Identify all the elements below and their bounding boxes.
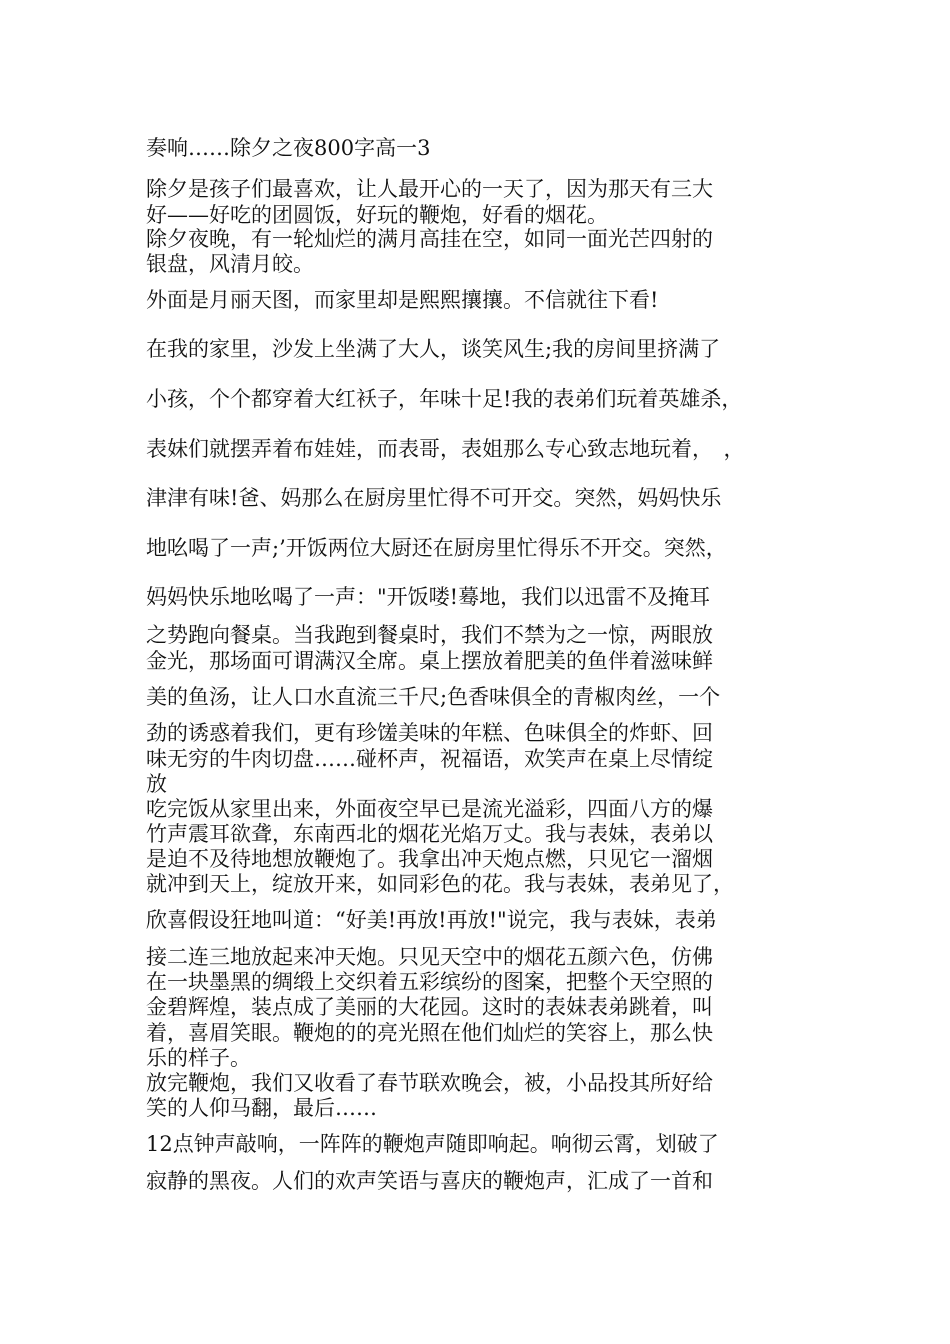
text-line: 着，喜眉笑眼。鞭炮的的亮光照在他们灿烂的笑容上，那么快 xyxy=(146,1021,713,1045)
text-line: 金碧辉煌，装点成了美丽的大花园。这时的表妹表弟跳着，叫 xyxy=(146,995,713,1019)
text-line: 吃完饭从家里出来，外面夜空早已是流光溢彩，四面八方的爆 xyxy=(146,797,713,821)
text-line: 劲的诱惑着我们，更有珍馐美味的年糕、色味俱全的炸虾、回 xyxy=(146,721,713,745)
text-line: 欣喜假设狂地叫道：“好美!再放!再放!"说完，我与表妹，表弟 xyxy=(146,908,717,932)
document-title: 奏响……除夕之夜800字高一3 xyxy=(146,136,431,160)
text-line: 津津有味!爸、妈那么在厨房里忙得不可开交。突然，妈妈快乐 xyxy=(146,486,722,510)
text-line: 美的鱼汤，让人口水直流三千尺;色香味俱全的青椒肉丝，一个 xyxy=(146,685,721,709)
text-line: 好——好吃的团圆饭，好玩的鞭炮，好看的烟花。 xyxy=(146,203,608,227)
text-line: 竹声震耳欲聋，东南西北的烟花光焰万丈。我与表妹，表弟以 xyxy=(146,822,713,846)
text-line: 寂静的黑夜。人们的欢声笑语与喜庆的鞭炮声，汇成了一首和 xyxy=(146,1169,713,1193)
text-line: 笑的人仰马翻，最后…… xyxy=(146,1096,377,1120)
text-line: 放 xyxy=(146,772,167,796)
text-line: 除夕是孩子们最喜欢，让人最开心的一天了，因为那天有三大 xyxy=(146,177,713,201)
text-line: 金光，那场面可谓满汉全席。桌上摆放着肥美的鱼伴着滋味鲜 xyxy=(146,649,713,673)
text-line: 在我的家里，沙发上坐满了大人，谈笑风生;我的房间里挤满了 xyxy=(146,337,721,361)
text-line: 小孩，个个都穿着大红袄子，年味十足!我的表弟们玩着英雄杀， xyxy=(146,387,743,411)
text-line: 就冲到天上，绽放开来，如同彩色的花。我与表妹，表弟见了， xyxy=(146,872,734,896)
text-line: 之势跑向餐桌。当我跑到餐桌时，我们不禁为之一惊，两眼放 xyxy=(146,623,713,647)
text-line: 12点钟声敲响，一阵阵的鞭炮声随即响起。响彻云霄，划破了 xyxy=(146,1132,719,1156)
text-line: 放完鞭炮，我们又收看了春节联欢晚会，被，小品投其所好给 xyxy=(146,1071,713,1095)
text-line: 表妹们就摆弄着布娃娃，而表哥，表姐那么专心致志地玩着， ， xyxy=(146,437,745,461)
text-line: 在一块墨黑的绸缎上交织着五彩缤纷的图案，把整个天空照的 xyxy=(146,970,713,994)
text-line: 地吆喝了一声;’开饭两位大厨还在厨房里忙得乐不开交。突然， xyxy=(146,536,727,560)
text-line: 银盘，风清月皎。 xyxy=(146,252,314,276)
text-line: 外面是月丽天图，而家里却是熙熙攘攘。不信就往下看! xyxy=(146,288,659,312)
text-line: 除夕夜晚，有一轮灿烂的满月高挂在空，如同一面光芒四射的 xyxy=(146,227,713,251)
text-line: 是迫不及待地想放鞭炮了。我拿出冲天炮点燃，只见它一溜烟 xyxy=(146,847,713,871)
text-line: 妈妈快乐地吆喝了一声："开饭喽!蓦地，我们以迅雷不及掩耳 xyxy=(146,585,711,609)
text-line: 乐的样子。 xyxy=(146,1046,251,1070)
text-line: 接二连三地放起来冲天炮。只见天空中的烟花五颜六色，仿佛 xyxy=(146,945,713,969)
text-line: 味无穷的牛肉切盘……碰杯声，祝福语，欢笑声在桌上尽情绽 xyxy=(146,747,713,771)
